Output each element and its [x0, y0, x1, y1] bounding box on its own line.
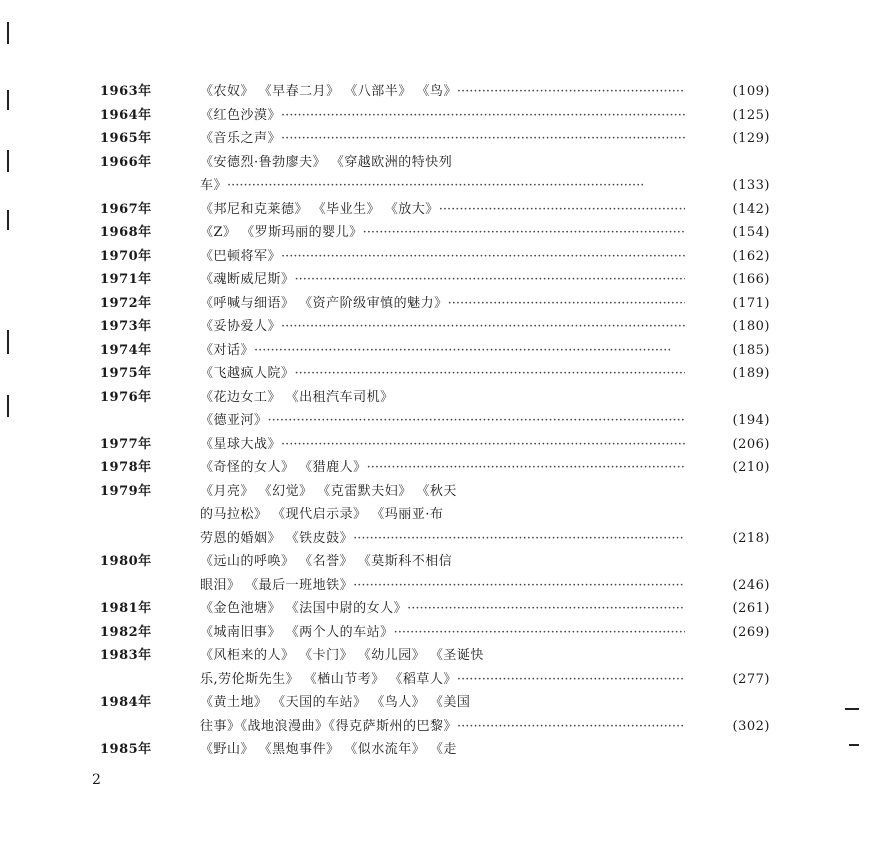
toc-title-text: 《呼喊与细语》 《资产阶级审慎的魅力》	[200, 295, 448, 311]
toc-title-text: 《月亮》 《幻觉》 《克雷默夫妇》 《秋天	[200, 483, 457, 499]
toc-year: 1979年	[100, 483, 152, 499]
toc-title-text: 《野山》 《黑炮事件》 《似水流年》 《走	[200, 742, 457, 757]
toc-page-ref: (261)	[732, 601, 770, 616]
toc-title-line	[200, 268, 685, 292]
toc-titles	[200, 268, 685, 292]
toc-page-ref: (133)	[732, 178, 770, 193]
toc-titles	[200, 644, 685, 691]
leader-dots	[281, 104, 685, 128]
toc-title-line	[200, 315, 685, 339]
toc-titles	[200, 245, 685, 269]
toc-title-line	[200, 127, 685, 151]
toc-title-line	[200, 386, 685, 410]
toc-entry	[100, 80, 770, 104]
toc-title-text: 《黄土地》 《天国的车站》 《鸟人》 《美国	[200, 695, 471, 710]
toc-titles	[200, 198, 685, 222]
toc-title-line	[200, 480, 685, 504]
toc-title-line	[200, 621, 685, 645]
leader-dots	[457, 668, 685, 692]
toc-title-text: 《金色池塘》 《法国中尉的女人》	[200, 601, 408, 616]
toc-title-line	[200, 80, 685, 104]
scan-mark	[845, 708, 859, 710]
leader-dots	[281, 127, 685, 151]
toc-title-line	[200, 339, 685, 363]
toc-year: 1981年	[100, 601, 152, 616]
toc-page-ref: (129)	[732, 131, 770, 146]
toc-title-text: 《远山的呼唤》 《名誉》 《莫斯科不相信	[200, 554, 453, 569]
toc-entry	[100, 621, 770, 645]
leader-dots	[227, 174, 685, 198]
toc-title-text: 的马拉松》 《现代启示录》 《玛丽亚·布	[200, 507, 444, 522]
toc-entry	[100, 245, 770, 269]
leader-dots	[439, 198, 685, 222]
toc-title-text: 眼泪》 《最后一班地铁》	[200, 577, 354, 593]
leader-dots	[295, 268, 685, 292]
toc-titles	[200, 456, 685, 480]
toc-entry	[100, 315, 770, 339]
scan-mark	[7, 395, 9, 417]
leader-dots	[353, 527, 685, 551]
toc-title-line	[200, 292, 685, 316]
toc-year: 1975年	[100, 366, 152, 381]
toc-page-ref: (246)	[732, 577, 770, 593]
leader-dots	[457, 715, 685, 739]
toc-entry	[100, 151, 770, 198]
toc-title-text: 《安德烈·鲁勃廖夫》 《穿越欧洲的特快列	[200, 154, 453, 170]
toc-year: 1968年	[100, 225, 152, 240]
leader-dots	[448, 292, 685, 316]
toc-title-text: 往事》《战地浪漫曲》《得克萨斯州的巴黎》	[200, 718, 458, 734]
toc-title-line	[200, 221, 685, 245]
toc-entry	[100, 433, 770, 457]
toc-entry	[100, 644, 770, 691]
toc-entry	[100, 292, 770, 316]
toc-title-text: 《Z》 《罗斯玛丽的婴儿》	[200, 225, 363, 240]
toc-year: 1965年	[100, 131, 152, 146]
toc-title-line	[200, 715, 685, 739]
toc-title-text: 劳恩的婚姻》 《铁皮鼓》	[200, 530, 354, 546]
toc-title-line	[200, 738, 685, 762]
toc-title-text: 《德亚河》	[200, 413, 268, 428]
leader-dots	[367, 456, 685, 480]
toc-titles	[200, 80, 685, 104]
toc-titles	[200, 738, 685, 762]
scan-mark	[7, 330, 9, 354]
toc-title-text: 《风柜来的人》 《卡门》 《幼儿园》 《圣诞快	[200, 648, 484, 663]
toc-page-ref: (277)	[732, 671, 770, 687]
toc-entry	[100, 738, 770, 762]
toc-entry	[100, 691, 770, 738]
toc-year: 1964年	[100, 107, 152, 123]
toc-year: 1985年	[100, 742, 152, 757]
toc-page-ref: (269)	[732, 624, 770, 640]
toc-entry	[100, 339, 770, 363]
scan-mark	[7, 90, 9, 110]
leader-dots	[281, 433, 685, 457]
toc-titles	[200, 221, 685, 245]
toc-entry	[100, 362, 770, 386]
toc-titles	[200, 597, 685, 621]
toc-year: 1978年	[100, 460, 152, 475]
toc-year: 1973年	[100, 319, 152, 334]
toc-page-ref: (154)	[732, 225, 770, 240]
toc-year: 1974年	[100, 342, 152, 358]
toc-titles	[200, 362, 685, 386]
toc-titles	[200, 691, 685, 738]
toc-titles	[200, 433, 685, 457]
toc-entry	[100, 268, 770, 292]
toc-titles	[200, 621, 685, 645]
toc-year: 1963年	[100, 84, 152, 99]
toc-year: 1984年	[100, 695, 152, 710]
leader-dots	[394, 621, 685, 645]
toc-entry	[100, 480, 770, 551]
toc-title-line	[200, 574, 685, 598]
toc-titles	[200, 315, 685, 339]
toc-titles	[200, 480, 685, 551]
toc-title-text: 《奇怪的女人》 《猎鹿人》	[200, 460, 367, 475]
leader-dots	[457, 80, 685, 104]
toc-title-text: 《魂断威尼斯》	[200, 272, 295, 287]
toc-title-line	[200, 691, 685, 715]
toc-title-text: 《花边女工》 《出租汽车司机》	[200, 389, 394, 405]
toc-title-text: 《飞越疯人院》	[200, 366, 295, 381]
toc-page-ref: (109)	[732, 84, 770, 99]
table-of-contents	[100, 80, 770, 762]
leader-dots	[268, 409, 685, 433]
toc-page-ref: (218)	[732, 530, 770, 546]
toc-year: 1976年	[100, 389, 152, 405]
toc-entry	[100, 550, 770, 597]
leader-dots	[254, 339, 685, 363]
toc-title-line	[200, 550, 685, 574]
toc-title-line	[200, 456, 685, 480]
toc-title-text: 《农奴》 《早春二月》 《八部半》 《鸟》	[200, 84, 457, 99]
toc-entry	[100, 104, 770, 128]
toc-year: 1977年	[100, 436, 152, 452]
toc-title-line	[200, 433, 685, 457]
toc-titles	[200, 127, 685, 151]
toc-title-line	[200, 644, 685, 668]
toc-year: 1967年	[100, 201, 152, 217]
toc-page-ref: (194)	[732, 413, 770, 428]
toc-titles	[200, 151, 685, 198]
toc-page-ref: (210)	[732, 460, 770, 475]
toc-page-ref: (142)	[732, 201, 770, 217]
toc-year: 1971年	[100, 272, 152, 287]
toc-year: 1972年	[100, 295, 152, 311]
toc-page-ref: (302)	[732, 718, 770, 734]
toc-title-line	[200, 245, 685, 269]
page-number: 2	[92, 772, 101, 788]
scan-mark	[7, 150, 9, 172]
toc-title-line	[200, 362, 685, 386]
toc-titles	[200, 550, 685, 597]
toc-title-text: 《城南旧事》 《两个人的车站》	[200, 624, 394, 640]
scan-mark	[849, 744, 859, 746]
toc-title-line	[200, 409, 685, 433]
toc-title-line	[200, 104, 685, 128]
toc-entry	[100, 198, 770, 222]
toc-title-text: 《妥协爱人》	[200, 319, 282, 334]
leader-dots	[281, 245, 685, 269]
toc-page-ref: (125)	[732, 107, 770, 123]
toc-entry	[100, 386, 770, 433]
toc-title-line	[200, 174, 685, 198]
toc-year: 1966年	[100, 154, 152, 170]
toc-page-ref: (166)	[732, 272, 770, 287]
toc-page-ref: (206)	[732, 436, 770, 452]
toc-title-line	[200, 527, 685, 551]
scan-edge-marks	[7, 0, 11, 842]
toc-title-line	[200, 503, 685, 527]
scan-mark	[7, 210, 9, 230]
toc-entry	[100, 456, 770, 480]
toc-year: 1970年	[100, 248, 152, 264]
toc-title-text: 乐,劳伦斯先生》 《楢山节考》 《稻草人》	[200, 671, 457, 687]
scan-mark	[7, 22, 9, 44]
toc-page-ref: (162)	[732, 248, 770, 264]
toc-page-ref: (189)	[732, 366, 770, 381]
toc-title-line	[200, 668, 685, 692]
leader-dots	[407, 597, 685, 621]
toc-year: 1982年	[100, 624, 152, 640]
toc-title-text: 车》	[200, 178, 228, 193]
toc-title-line	[200, 151, 685, 175]
toc-titles	[200, 386, 685, 433]
toc-page-ref: (185)	[732, 342, 770, 358]
leader-dots	[353, 574, 685, 598]
toc-page-ref: (180)	[732, 319, 770, 334]
toc-title-text: 《对话》	[200, 342, 255, 358]
leader-dots	[363, 221, 685, 245]
toc-entry	[100, 221, 770, 245]
toc-year: 1983年	[100, 648, 152, 663]
toc-title-text: 《红色沙漠》	[200, 107, 282, 123]
toc-title-text: 《星球大战》	[200, 436, 282, 452]
toc-title-line	[200, 198, 685, 222]
toc-year: 1980年	[100, 554, 152, 569]
toc-titles	[200, 339, 685, 363]
toc-titles	[200, 292, 685, 316]
toc-entry	[100, 597, 770, 621]
toc-title-text: 《邦尼和克莱德》 《毕业生》 《放大》	[200, 201, 439, 217]
toc-titles	[200, 104, 685, 128]
toc-title-text: 《音乐之声》	[200, 131, 282, 146]
toc-title-line	[200, 597, 685, 621]
leader-dots	[295, 362, 685, 386]
toc-entry	[100, 127, 770, 151]
toc-title-text: 《巴顿将军》	[200, 248, 282, 264]
toc-page-ref: (171)	[732, 295, 770, 311]
leader-dots	[281, 315, 685, 339]
